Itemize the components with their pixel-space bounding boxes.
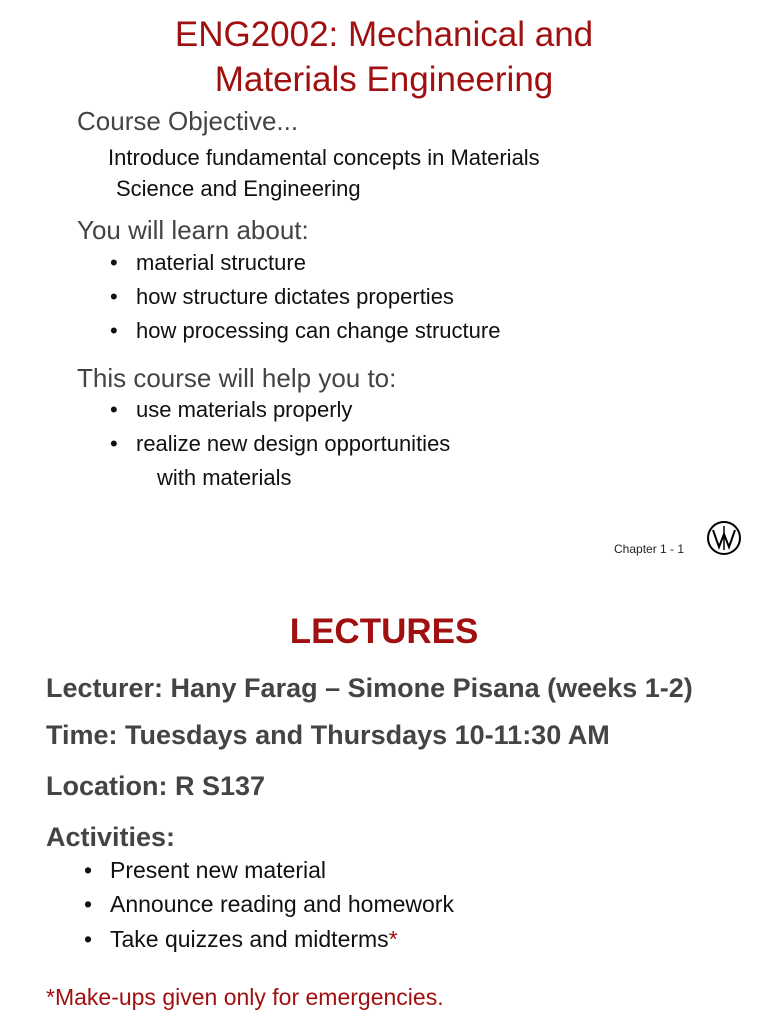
activities-heading: Activities: — [46, 822, 176, 852]
learn-item: • how structure dictates properties — [110, 284, 454, 309]
time-line: Time: Tuesdays and Thursdays 10-11:30 AM — [46, 720, 610, 750]
objective-heading: Course Objective... — [77, 106, 299, 136]
learn-item: • material structure — [110, 250, 306, 275]
objective-line2: Science and Engineering — [116, 176, 361, 201]
slide1-title-line1: ENG2002: Mechanical and — [174, 15, 594, 54]
help-item: • realize new design opportunities — [110, 431, 451, 456]
objective-line1: Introduce fundamental concepts in Materials — [108, 145, 540, 170]
learn-heading: You will learn about: — [77, 215, 309, 245]
activity-item: • Take quizzes and midterms* — [84, 926, 398, 952]
chapter-footer: Chapter 1 - 1 — [614, 542, 685, 556]
help-heading: This course will help you to: — [77, 363, 397, 393]
location-line: Location: R S137 — [46, 771, 266, 801]
learn-item: • how processing can change structure — [110, 318, 501, 343]
help-item-continuation: with materials — [157, 465, 292, 490]
help-item: • use materials properly — [110, 397, 353, 422]
slide1-title-line2: Materials Engineering — [214, 60, 554, 99]
lecturer-line: Lecturer: Hany Farag – Simone Pisana (weeks 1-2) — [46, 673, 693, 703]
asterisk-mark: * — [388, 926, 398, 952]
activity-item: • Present new material — [84, 857, 327, 883]
activity-item: • Announce reading and homework — [84, 891, 454, 917]
lectures-title: LECTURES — [289, 612, 479, 651]
makeup-note: *Make-ups given only for emergencies. — [46, 984, 444, 1010]
publisher-logo-icon — [706, 520, 742, 561]
